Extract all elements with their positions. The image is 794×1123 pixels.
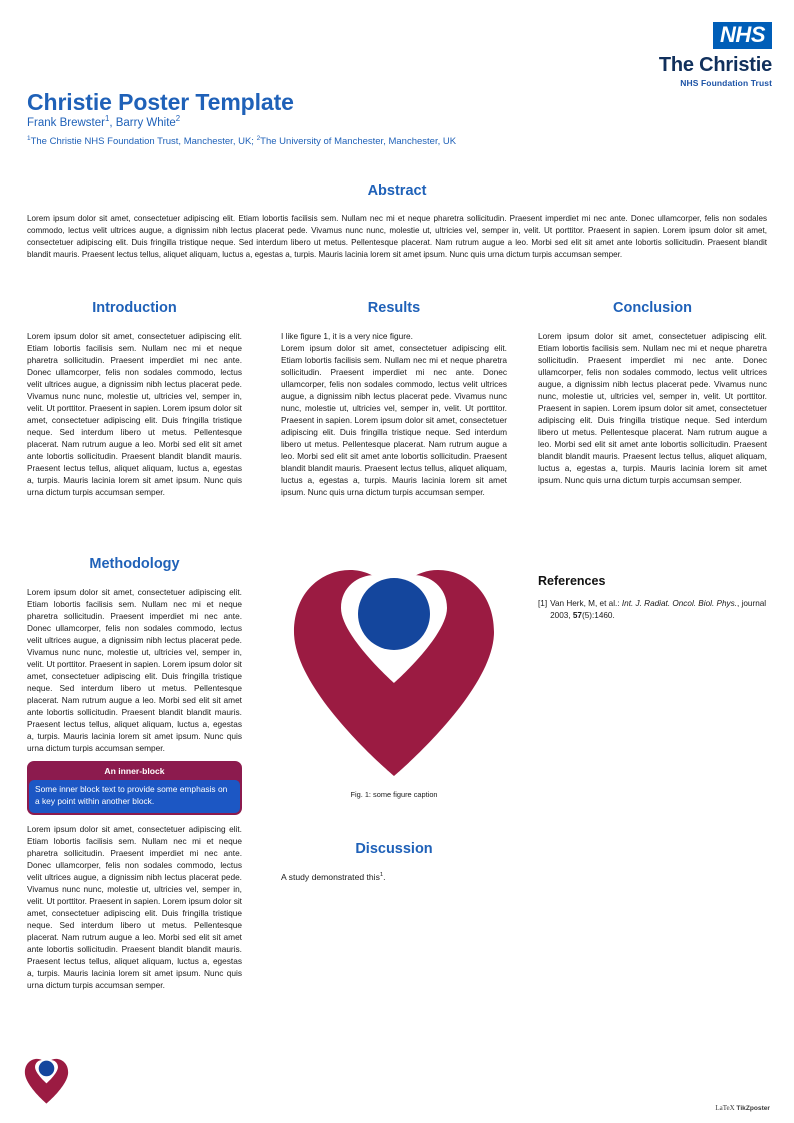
page-title: Christie Poster Template [27, 89, 294, 115]
footer-credit [715, 1104, 770, 1112]
methodology-text-after: Lorem ipsum dolor sit amet, consectetuer adipiscing elit. Etiam lobortis facilisis sem. Nullam nec mi et neque pharetra sollicitudin. Praesent imperdiet mi nec ante. Donec ullamcorper, felis non sodales commodo, lectus velit ultrices augue, a dignissim nibh lectus placerat pede. Vivamus nunc nunc, molestie ut, ultricies vel, semper in, velit. Ut porttitor. Praesent in sapien. Lorem ipsum dolor sit amet, consectetuer adipiscing elit. Duis fringilla tristique neque. Sed interdum libero ut metus. Pellentesque placerat. Nam rutrum augue a leo. Morbi sed elit sit amet ante lobortis sollicitudin. Praesent blandit blandit mauris. Praesent lectus tellus, aliquet aliquam, luctus a, egestas a, turpis. Mauris lacinia lorem sit amet ipsum. Nunc quis urna dictum turpis accumsan semper. [27, 824, 242, 991]
results-heading: Results [367, 300, 421, 316]
conclusion-heading: Conclusion [613, 300, 692, 316]
reference-pages: (5):1460. [581, 611, 615, 621]
nhs-logo-badge: NHS [713, 22, 772, 49]
reference-authors: Van Herk, M, et al.: [550, 599, 622, 608]
author-affiliation-marker-2: 2 [175, 114, 181, 124]
discussion-paragraph [281, 871, 507, 883]
inner-block-heading: An inner-block [104, 766, 165, 777]
results-text: Lorem ipsum dolor sit amet, consectetuer adipiscing elit. Etiam lobortis facilisis sem. Nullam nec mi et neque pharetra sollicitudin. Praesent imperdiet mi nec ante. Donec ullamcorper, felis non sodales commodo, lectus velit ultrices augue, a dignissim nibh lectus placerat pede. Vivamus nunc nunc, molestie ut, ultricies vel, semper in, velit. Ut porttitor. Praesent in sapien. Lorem ipsum dolor sit amet, consectetuer adipiscing elit. Duis fringilla tristique neque. Sed interdum libero ut metus. Pellentesque placerat. Nam rutrum augue a leo. Morbi sed elit sit amet ante lobortis sollicitudin. Praesent blandit blandit mauris. Praesent lectus tellus, aliquet aliquam, luctus a, egestas a, turpis. Mauris lacinia lorem sit amet ipsum. Nunc quis urna dictum turpis accumsan semper. [281, 343, 507, 498]
introduction-block [27, 300, 242, 498]
results-intro-line: I like figure 1, it is a very nice figure. [281, 331, 413, 341]
footer-christie-logo [24, 1058, 69, 1109]
latex-logo-text: LaTeX [715, 1104, 735, 1112]
figure-caption: Fig. 1: some figure caption [350, 790, 438, 799]
references-heading: References [538, 574, 606, 588]
reference-year: , journal 2003, [550, 599, 767, 621]
affiliation-text-2: The University of Manchester, Manchester, UK [260, 136, 457, 147]
inner-block-text: Some inner block text to provide some emphasis on a key point within another block. [29, 780, 240, 813]
methodology-block [27, 556, 242, 991]
author-name-1: Frank Brewster [27, 117, 105, 129]
affiliation-list [27, 136, 456, 147]
discussion-citation-marker: 1 [379, 872, 384, 879]
discussion-heading: Discussion [355, 841, 433, 857]
nhs-christie-logo [659, 22, 772, 88]
author-list [27, 114, 181, 129]
introduction-text: Lorem ipsum dolor sit amet, consectetuer adipiscing elit. Etiam lobortis facilisis sem. Nullam nec mi et neque pharetra sollicitudin. Praesent imperdiet mi nec ante. Donec ullamcorper, felis non sodales commodo, lectus velit ultrices augue, a dignissim nibh lectus placerat pede. Vivamus nunc nunc, molestie ut, ultricies vel, semper in, velit. Ut porttitor. Praesent in sapien. Lorem ipsum dolor sit amet, consectetuer adipiscing elit. Duis fringilla tristique neque. Sed interdum libero ut metus. Pellentesque placerat. Nam rutrum augue a leo. Morbi sed elit sit amet ante lobortis sollicitudin. Praesent blandit blandit mauris. Praesent lectus tellus, aliquet aliquam, luctus a, egestas a, turpis. Mauris lacinia lorem sit amet ipsum. Nunc quis urna dictum turpis accumsan semper. [27, 331, 242, 498]
methodology-text-before: Lorem ipsum dolor sit amet, consectetuer adipiscing elit. Etiam lobortis facilisis sem. Nullam nec mi et neque pharetra sollicitudin. Praesent imperdiet mi nec ante. Donec ullamcorper, felis non sodales commodo, lectus velit ultrices augue, a dignissim nibh lectus placerat pede. Vivamus nunc nunc, molestie ut, ultricies vel, semper in, velit. Ut porttitor. Praesent in sapien. Lorem ipsum dolor sit amet, consectetuer adipiscing elit. Duis fringilla tristique neque. Sed interdum libero ut metus. Pellentesque placerat. Nam rutrum augue a leo. Morbi sed elit sit amet ante lobortis sollicitudin. Praesent blandit blandit mauris. Praesent lectus tellus, aliquet aliquam, luctus a, egestas a, turpis. Mauris lacinia lorem sit amet ipsum. Nunc quis urna dictum turpis accumsan semper. [27, 587, 242, 754]
methodology-heading: Methodology [89, 556, 180, 572]
nhs-foundation-trust-label: NHS Foundation Trust [680, 78, 772, 88]
conclusion-text: Lorem ipsum dolor sit amet, consectetuer adipiscing elit. Etiam lobortis facilisis sem. Nullam nec mi et neque pharetra sollicitudin. Praesent imperdiet mi nec ante. Donec ullamcorper, felis non sodales commodo, lectus velit ultrices augue, a dignissim nibh lectus placerat pede. Vivamus nunc nunc, molestie ut, ultricies vel, semper in, velit. Ut porttitor. Praesent in sapien. Lorem ipsum dolor sit amet, consectetuer adipiscing elit. Duis fringilla tristique neque. Sed interdum libero ut metus. Pellentesque placerat. Nam rutrum augue a leo. Morbi sed elit sit amet ante lobortis sollicitudin. Praesent blandit blandit mauris. Praesent lectus tellus, aliquet aliquam, luctus a, egestas a, turpis. Mauris lacinia lorem sit amet ipsum. Nunc quis urna dictum turpis accumsan semper. [538, 331, 767, 486]
christie-heart-logo-small-icon [24, 1058, 69, 1104]
author-affiliation-marker-1: 1 [104, 114, 110, 124]
poster-header [0, 0, 794, 170]
reference-volume: 57 [572, 611, 582, 621]
affiliation-marker-1: 1 [27, 134, 31, 142]
inner-block [27, 761, 242, 815]
reference-journal: Int. J. Radiat. Oncol. Biol. Phys. [621, 599, 737, 608]
affiliation-text-1: The Christie NHS Foundation Trust, Manchester, UK; [30, 136, 257, 147]
discussion-block [281, 841, 507, 883]
reference-item [538, 598, 767, 623]
introduction-heading: Introduction [92, 300, 177, 316]
references-block [538, 574, 767, 623]
christie-wordmark: The Christie [658, 54, 772, 76]
christie-heart-logo-icon [290, 566, 498, 778]
figure-image-wrap [281, 566, 507, 783]
reference-text [550, 598, 767, 623]
abstract-block [27, 183, 767, 262]
reference-number: [1] [538, 599, 548, 608]
figure-block [281, 566, 507, 799]
abstract-text: Lorem ipsum dolor sit amet, consectetuer adipiscing elit. Etiam lobortis facilisis sem. Nullam nec mi et neque pharetra sollicitudin. Praesent imperdiet mi nec ante. Donec ullamcorper, felis non sodales commodo, lectus velit ultrices augue, a dignissim nibh lectus placerat pede. Vivamus nunc nunc, molestie ut, ultricies vel, semper in, velit. Ut porttitor. Praesent in sapien. Lorem ipsum dolor sit amet, consectetuer adipiscing elit. Duis fringilla tristique neque. Sed interdum libero ut metus. Pellentesque placerat. Nam rutrum augue a leo. Morbi sed elit sit amet ante lobortis sollicitudin. Praesent blandit blandit mauris. Praesent lectus tellus, aliquet aliquam, luctus a, egestas a, turpis. Mauris lacinia lorem sit amet ipsum. Nunc quis urna dictum turpis accumsan semper. [27, 214, 767, 260]
conclusion-block [538, 300, 767, 486]
affiliation-marker-2: 2 [256, 134, 261, 142]
results-block [281, 300, 507, 498]
tikzposter-credit-text: TikZposter [736, 1105, 770, 1112]
author-separator: , Barry White [109, 117, 176, 129]
discussion-text-end: . [383, 872, 386, 882]
discussion-text-main: A study demonstrated this [281, 872, 380, 882]
abstract-heading: Abstract [367, 183, 427, 199]
